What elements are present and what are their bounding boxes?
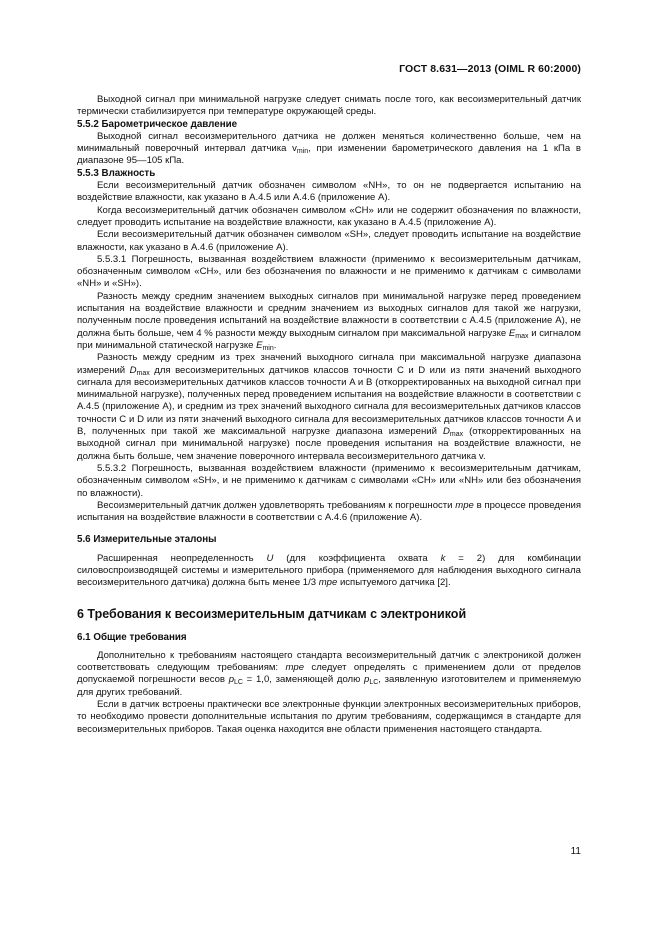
paragraph: Разность между средним значением выходных сигналов при минимальной нагрузке перед проведением испытания на воздействие влажности и средним значением из выходных сигналов для такой же нагрузки, полученным после проведения испытаний на воздействие влажности в соответствии с А.4.5 (приложение А), не должна быть больше, чем 4 % разности между выходным сигналом при максимальной нагрузке $E_{max}$ и сигналом при минимальной статической нагрузке $E_{min}$. bbox=[77, 290, 581, 352]
paragraph: Выходной сигнал весоизмерительного датчика не должен меняться количественно больше, чем на минимальный поверочный интервал датчика $v_{min}$, при изменении барометрического давления на 1 кПа в диапазоне 95—105 кПа. bbox=[77, 130, 581, 167]
paragraph: Выходной сигнал при минимальной нагрузке следует снимать после того, как весоизмерительный датчик термически стабилизируется при температуре окружающей среды. bbox=[77, 94, 581, 118]
paragraph: Если весоизмерительный датчик обозначен символом «NH», то он не подвергается испытанию на воздействие влажности, как указано в А.4.5 или А.4.6 (приложение А). bbox=[77, 180, 581, 204]
paragraph: Расширенная неопределенность U (для коэффициента охвата k = 2) для комбинации силовоспроизводящей системы и измерительного прибора (применяемого для наблюдения выходного сигнала весоизмерительного датчика) должна быть менее 1/3 mpe испытуемого датчика [2]. bbox=[77, 552, 581, 589]
subsection-heading: 5.5.2 Барометрическое давление bbox=[77, 118, 238, 130]
subsection-heading: 5.6 Измерительные эталоны bbox=[77, 534, 217, 546]
spacer bbox=[77, 622, 581, 632]
spacer bbox=[77, 524, 581, 534]
spacer bbox=[77, 590, 581, 600]
document-body bbox=[77, 94, 581, 736]
paragraph: Дополнительно к требованиям настоящего стандарта весоизмерительный датчик с электроникой должен соответствовать следующим требованиям: mpe следует определять с применением доли от пределов допускаемой погрешности весов $p_{LC} = 1,0$, заменяющей долю $p_{LC}$, заявленную изготовителем и применяемую для других требований. bbox=[77, 649, 582, 698]
subsection-heading: 5.5.3 Влажность bbox=[77, 167, 156, 179]
paragraph: Весоизмерительный датчик должен удовлетворять требованиям к погрешности mpe в процессе проведения испытания на воздействие влажности в соответствии с А.4.6 (приложение А). bbox=[77, 499, 581, 524]
paragraph: 5.5.3.1 Погрешность, вызванная воздействием влажности (применимо к весоизмерительным датчикам, обозначенным символом «CH», или без обозначения по влажности и не применимо к датчикам с символами «NH» и «SH»). bbox=[77, 253, 581, 290]
paragraph: Если весоизмерительный датчик обозначен символом «SH», следует проводить испытание на воздействие влажности, как указано в А.4.6 (приложение А). bbox=[77, 229, 581, 253]
paragraph: 5.5.3.2 Погрешность, вызванная воздействием влажности (применимо к весоизмерительным датчикам, обозначенным символом «SH», и не применимо к датчикам с символами «CH» или «NH» или без обозначения по влажности). bbox=[77, 462, 581, 499]
document-header: ГОСТ 8.631—2013 (OIML R 60:2000) bbox=[399, 63, 581, 75]
section-heading: 6 Требования к весоизмерительным датчикам с электроникой bbox=[77, 606, 467, 621]
subsection-heading: 6.1 Общие требования bbox=[77, 631, 187, 643]
paragraph: Когда весоизмерительный датчик обозначен символом «CH» или не содержит обозначения по влажности, следует проводить испытание на воздействие влажности, как указано в А.4.5 (приложение А). bbox=[77, 204, 581, 228]
paragraph: Если в датчик встроены практически все электронные функции электронных весоизмерительных приборов, то необходимо провести дополнительные испытания по другим требованиям, содержащимся в стандарте для весоизмерительных приборов. Такая оценка находится вне области применения настоящего стандарта. bbox=[77, 699, 581, 735]
paragraph: Разность между средним из трех значений выходного сигнала при максимальной нагрузке диапазона измерений $D_{max}$ для весоизмерительных датчиков классов точности C и D или из пяти значений выходного сигнала для весоизмерительных датчиков классов точности A и B (откорректированных на выходной сигнал при минимальной нагрузке), полученных перед проведением испытания на воздействие влажности в соответствии с А.4.5 (приложение А), и средним из трех значений выходного сигнала для весоизмерительных датчиков классов точности C и D или из пяти значений выходного сигнала для весоизмерительных датчиков классов точности A и B, полученных при такой же максимальной нагрузке диапазона измерений $D_{max}$ (откорректированных на выходной сигнал при минимальной нагрузке) после проведения испытания на воздействие влажности, не должна быть больше, чем значение поверочного интервала весоизмерительного датчика v. bbox=[77, 352, 581, 462]
page-number: 11 bbox=[570, 846, 581, 857]
